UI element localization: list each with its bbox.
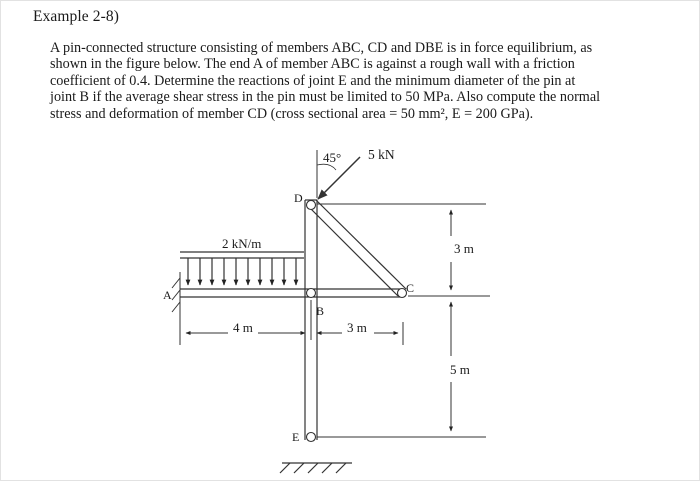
dim-left-label: 4 m — [233, 320, 253, 335]
dim-upper-vertical-label: 3 m — [454, 241, 474, 256]
pin-b — [307, 289, 316, 298]
load-label: 2 kN/m — [222, 236, 262, 251]
problem-line: stress and deformation of member CD (cross sectional area = 50 mm², E = 200 GPa). — [50, 105, 534, 122]
member-abc — [180, 289, 404, 297]
point-e-label: E — [292, 430, 300, 444]
angle-arc — [317, 164, 336, 170]
point-b-label: B — [316, 304, 325, 318]
angle-label: 45° — [323, 150, 342, 165]
point-d-label: D — [294, 191, 303, 205]
dim-lower-vertical-label: 5 m — [450, 362, 470, 377]
pin-e — [307, 433, 316, 442]
problem-line: coefficient of 0.4. Determine the reactions of joint E and the minimum diameter of the pin at — [50, 72, 576, 89]
force-label: 5 kN — [368, 147, 395, 162]
dim-right-label: 3 m — [347, 320, 367, 335]
point-a-label: A — [163, 288, 172, 302]
distributed-load — [180, 252, 304, 285]
problem-line: A pin-connected structure consisting of members ABC, CD and DBE is in force equilibrium, as — [50, 40, 593, 56]
wall-support — [172, 272, 180, 330]
point-c-label: C — [406, 281, 415, 295]
member-cd — [310, 200, 406, 296]
example-heading: Example 2-8) — [33, 8, 119, 25]
horizontal-dimension — [180, 300, 403, 345]
problem-line: joint B if the average shear stress in the pin must be limited to 50 MPa. Also compute the normal — [50, 89, 601, 106]
pin-d — [307, 201, 316, 210]
ground-support — [280, 463, 352, 473]
problem-line: shown in the figure below. The end A of member ABC is against a rough wall with a friction — [50, 56, 575, 73]
